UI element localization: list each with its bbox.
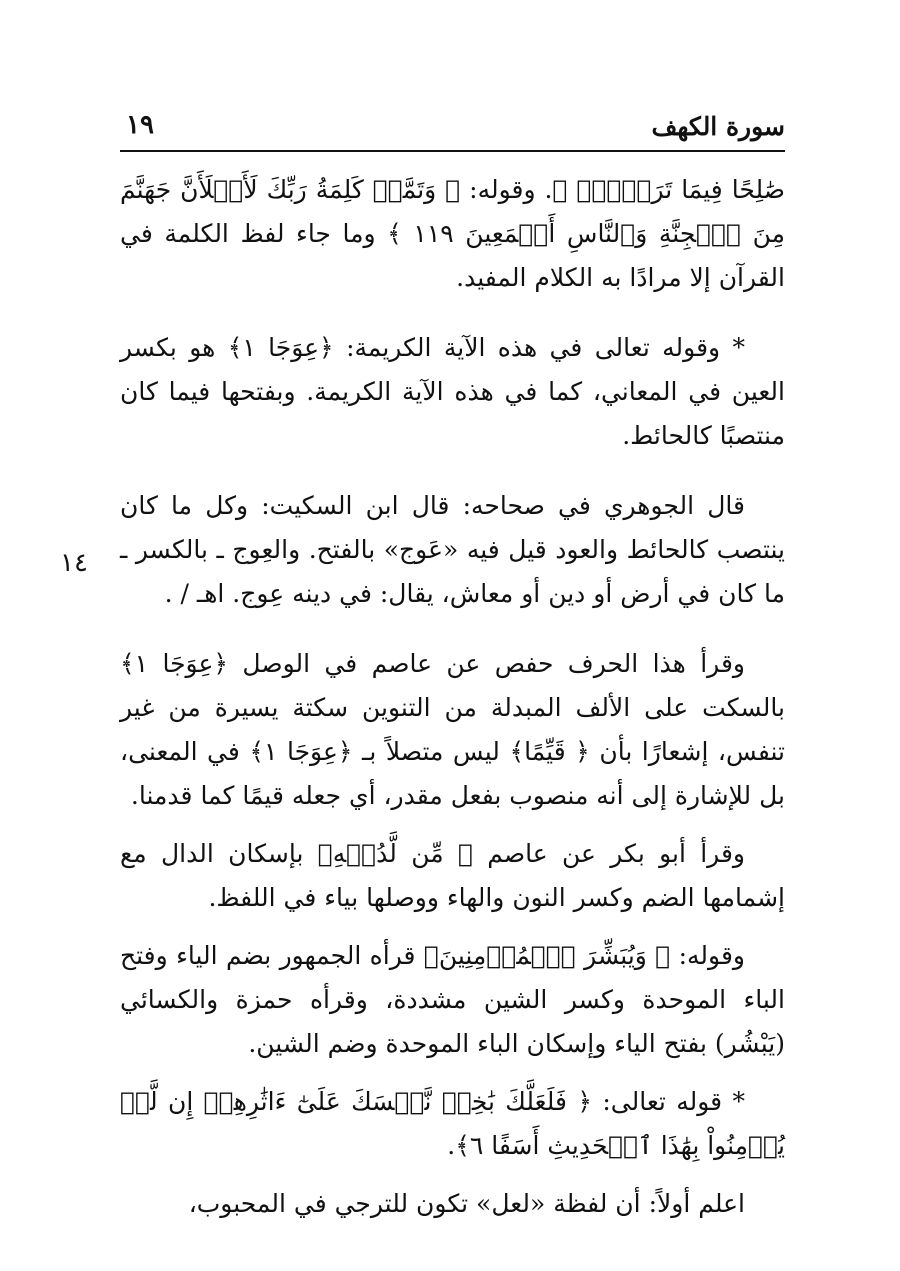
page-body [120,168,785,1226]
page [120,100,785,1250]
paragraph-3: قال الجوهري في صحاحه: قال ابن السكيت: وكل ما كان ينتصب كالحائط والعود قيل فيه «عَوج» بالفتح. والعِوج ـ بالكسر ـ ما كان في أرض أو دين أو معاش، يقال: في دينه عِوج. اهـ / . [120,491,785,608]
page-header [120,100,785,152]
paragraph-6: وقوله: ﴿ وَيُبَشِّرَ ٱلۡمُؤۡمِنِينَ﴾ قرأه الجمهور بضم الياء وفتح الباء الموحدة وكسر الشين مشددة، وقرأه حمزة والكسائي (يَبْشُر) بفتح الياء وإسكان الباء الموحدة وضم الشين. [120,941,785,1058]
page-number: ١٩ [126,110,154,140]
paragraph-2: * وقوله تعالى في هذه الآية الكريمة: ﴿عِوَجَا ١﴾ هو بكسر العين في المعاني، كما في هذه الآية الكريمة. وبفتحها فيما كان منتصبًا كالحائط. [120,333,785,450]
paragraph-1: صَٰلِحًا فِيمَا تَرَكۡتُۚ ﴾. وقوله: ﴿ وَتَمَّتۡ كَلِمَةُ رَبِّكَ لَأَمۡلَأَنَّ جَهَنَّمَ مِنَ ٱلۡجِنَّةِ وَٱلنَّاسِ أَجۡمَعِينَ ١١٩ ﴾ وما جاء لفظ الكلمة في القرآن إلا مرادًا به الكلام المفيد. [120,175,785,292]
sura-title: سورة الكهف [651,112,785,141]
paragraph-4: وقرأ هذا الحرف حفص عن عاصم في الوصل ﴿عِوَجَا ١﴾ بالسكت على الألف المبدلة من التنوين سكتة يسيرة من غير تنفس، إشعارًا بأن ﴿ قَيِّمًا﴾ ليس متصلاً بـ ﴿عِوَجَا ١﴾ في المعنى، بل للإشارة إلى أنه منصوب بفعل مقدر، أي جعله قيمًا كما قدمنا. [120,649,786,810]
paragraph-5: وقرأ أبو بكر عن عاصم ﴿ مِّن لَّدُنۡهِ﴾ بإسكان الدال مع إشمامها الضم وكسر النون والهاء ووصلها بياء في اللفظ. [120,839,785,912]
margin-number: ١٤ [60,548,88,578]
paragraph-8: اعلم أولاً: أن لفظة «لعل» تكون للترجي في المحبوب، [188,1189,745,1218]
paragraph-7: * قوله تعالى: ﴿ فَلَعَلَّكَ بَٰخِعٞ نَّفۡسَكَ عَلَىٰٓ ءَاثَٰرِهِمۡ إِن لَّمۡ يُؤۡمِنُواْ بِهَٰذَا ٱلۡحَدِيثِ أَسَفًا ٦﴾. [120,1087,785,1160]
